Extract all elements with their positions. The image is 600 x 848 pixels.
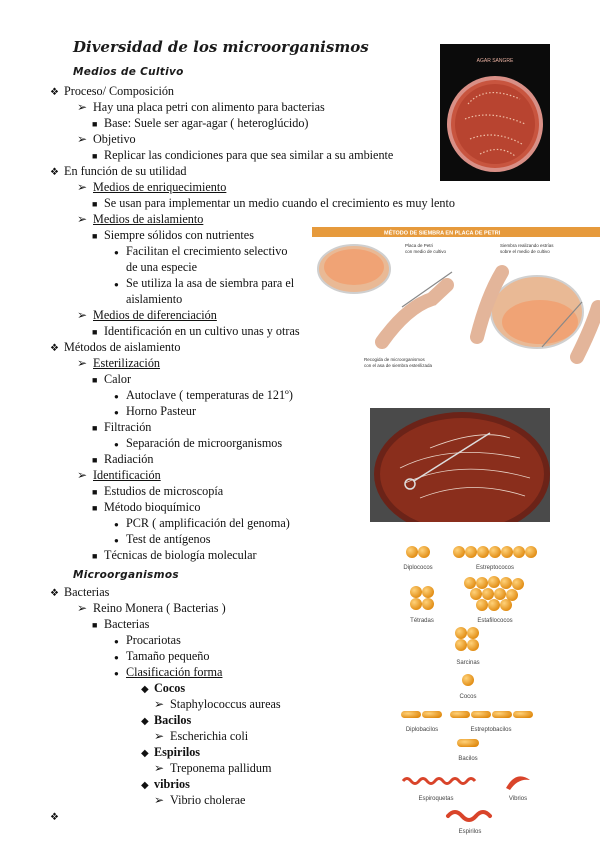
dot-bullet-icon: ● (114, 536, 119, 545)
espirilos-shape (448, 812, 490, 820)
dot-bullet-icon: ● (114, 637, 119, 646)
caption-placa-2: con medio de cultivo (405, 249, 447, 254)
diamond-bullet-icon: ❖ (50, 87, 59, 98)
diamond-bullet-icon: ❖ (50, 588, 59, 599)
caption-estrias-1: Siembra realizando estrías (500, 243, 554, 248)
vibrio-shape (506, 776, 530, 790)
square-bullet-icon: ■ (92, 487, 98, 497)
diamond-bullet-icon: ❖ (50, 343, 59, 354)
arrow-bullet-icon: ➢ (77, 212, 88, 226)
label-tetradas: Tétradas (410, 618, 434, 624)
list-item: ● Facilitan el crecimiento selectivo (114, 244, 288, 258)
square-bullet-icon: ■ (92, 620, 98, 630)
label-espiroquetas: Espiroquetas (418, 796, 454, 802)
list-item: ❖ Bacterias (50, 585, 110, 599)
list-item: ■ Calor (92, 372, 132, 386)
arrow-bullet-icon: ➢ (77, 132, 88, 146)
list-item: ■ Replicar las condiciones para que sea similar a su ambiente (92, 148, 394, 162)
list-item: ➢ Medios de diferenciación (77, 308, 217, 322)
list-item: ◆ Cocos (141, 681, 186, 695)
list-item: ■ Siempre sólidos con nutrientes (92, 228, 254, 242)
list-item: ➢ Identificación (77, 468, 161, 482)
dot-bullet-icon: ● (114, 440, 119, 449)
label-bacilos: Bacilos (458, 756, 478, 762)
arrow-bullet-icon: ➢ (77, 601, 88, 615)
siembra-illustration (312, 227, 600, 369)
list-item: ■ Estudios de microscopía (92, 484, 224, 498)
diamond-bullet-icon: ❖ (50, 167, 59, 178)
caption-estrias-2: sobre el medio de cultivo (500, 249, 550, 254)
diamond-bullet-icon: ◆ (141, 780, 149, 791)
list-item: ■ Bacterias (92, 617, 150, 631)
list-item: ➢ Medios de aislamiento (77, 212, 204, 226)
list-item: ➢ Medios de enriquecimiento (77, 180, 227, 194)
list-item: ➢ Reino Monera ( Bacterias ) (77, 601, 226, 615)
list-item: ● Tamaño pequeño (114, 649, 210, 663)
estreptococos-shape (453, 546, 537, 558)
list-item: ➢ Staphylococcus aureas (154, 697, 281, 711)
square-bullet-icon: ■ (92, 551, 98, 561)
arrow-bullet-icon: ➢ (154, 793, 165, 807)
label-estreptococos: Estreptococos (475, 565, 515, 571)
square-bullet-icon: ■ (92, 151, 98, 161)
label-espirilos: Espirilos (458, 829, 482, 835)
list-item: ● Procariotas (114, 633, 181, 647)
list-item: ● Horno Pasteur (114, 404, 197, 418)
list-item: ● Se utiliza la asa de siembra para el (114, 276, 295, 290)
square-bullet-icon: ■ (92, 231, 98, 241)
dot-bullet-icon: ● (114, 408, 119, 417)
dot-bullet-icon: ● (114, 653, 119, 662)
petri-dish-photo (440, 44, 550, 181)
square-bullet-icon: ■ (92, 375, 98, 385)
page-title: Diversidad de los microorganismos (73, 38, 369, 56)
label-cocos: Cocos (459, 694, 477, 700)
arrow-bullet-icon: ➢ (154, 697, 165, 711)
list-item: ➢ Hay una placa petri con alimento para bacterias (77, 100, 325, 114)
espiroquetas-shape (403, 779, 475, 784)
label-sarcinas: Sarcinas (456, 660, 480, 666)
diamond-bullet-icon: ◆ (141, 748, 149, 759)
dot-bullet-icon: ● (114, 520, 119, 529)
list-item: ● Test de antígenos (114, 532, 211, 546)
bacteria-morphology-chart (398, 540, 540, 838)
list-item: ■ Radiación (92, 452, 154, 466)
caption-recogida-1: Recogida de microorganismos (364, 357, 425, 362)
section-heading-medios: Medios de Cultivo (73, 66, 184, 78)
list-item: ■ Filtración (92, 420, 152, 434)
list-item: ➢ Vibrio cholerae (154, 793, 246, 807)
diamond-bullet-icon: ❖ (50, 812, 59, 823)
list-item: ● Clasificación forma (114, 665, 223, 679)
list-item: ■ Base: Suele ser agar-agar ( heteroglúcido) (92, 116, 309, 130)
list-item: ➢ Treponema pallidum (154, 761, 272, 775)
streak-plate-photo (370, 408, 550, 522)
list-item: ➢ Objetivo (77, 132, 136, 146)
arrow-bullet-icon: ➢ (154, 761, 165, 775)
petri-label: AGAR SANGRE (476, 58, 514, 64)
arrow-bullet-icon: ➢ (77, 308, 88, 322)
list-item: ■ Método bioquímico (92, 500, 201, 514)
dot-bullet-icon: ● (114, 248, 119, 257)
arrow-bullet-icon: ➢ (77, 100, 88, 114)
arrow-bullet-icon: ➢ (77, 356, 88, 370)
label-diplococos: Diplococos (403, 565, 433, 571)
dot-bullet-icon: ● (114, 392, 119, 401)
list-item: ● Separación de microorganismos (114, 436, 283, 450)
square-bullet-icon: ■ (92, 119, 98, 129)
list-item: ■ Se usan para implementar un medio cuando el crecimiento es muy lento (92, 196, 455, 210)
list-item: ■ Identificación en un cultivo unas y otras (92, 324, 300, 338)
list-item: ● Autoclave ( temperaturas de 121º) (114, 388, 293, 402)
section-heading-microorganismos: Microorganismos (73, 569, 179, 581)
arrow-bullet-icon: ➢ (77, 180, 88, 194)
arrow-bullet-icon: ➢ (154, 729, 165, 743)
arrow-bullet-icon: ➢ (77, 468, 88, 482)
dot-bullet-icon: ● (114, 280, 119, 289)
list-item: ■ Técnicas de biología molecular (92, 548, 257, 562)
estafilococos-shape (464, 576, 524, 611)
list-item-cont: aislamiento (126, 292, 183, 306)
list-item: ➢ Esterilización (77, 356, 161, 370)
list-item: ❖ En función de su utilidad (50, 164, 187, 178)
label-diplobacilos: Diplobacilos (405, 727, 439, 733)
list-item: ➢ Escherichia coli (154, 729, 249, 743)
list-item: ◆ vibrios (141, 777, 190, 791)
siembra-header: MÉTODO DE SIEMBRA EN PLACA DE PETRI (384, 230, 501, 237)
caption-recogida-2: con el asa de siembra esterilizada (364, 363, 433, 368)
list-item-cont: de una especie (126, 260, 198, 274)
label-vibrios: Vibrios (508, 796, 528, 802)
label-estreptobacilos: Estreptobacilos (470, 727, 512, 733)
list-item: ● PCR ( amplificación del genoma) (114, 516, 290, 530)
caption-placa-1: Placa de Petri (405, 243, 434, 248)
list-item: ❖ Proceso/ Composición (50, 84, 175, 98)
list-item (50, 809, 64, 825)
square-bullet-icon: ■ (92, 327, 98, 337)
label-estafilococos: Estafilococos (477, 618, 513, 624)
list-item: ◆ Bacilos (141, 713, 192, 727)
square-bullet-icon: ■ (92, 503, 98, 513)
list-item: ◆ Espirilos (141, 745, 201, 759)
list-item: ❖ Métodos de aislamiento (50, 340, 181, 354)
diamond-bullet-icon: ◆ (141, 716, 149, 727)
diamond-bullet-icon: ◆ (141, 684, 149, 695)
square-bullet-icon: ■ (92, 455, 98, 465)
square-bullet-icon: ■ (92, 423, 98, 433)
square-bullet-icon: ■ (92, 199, 98, 209)
dot-bullet-icon: ● (114, 669, 119, 678)
